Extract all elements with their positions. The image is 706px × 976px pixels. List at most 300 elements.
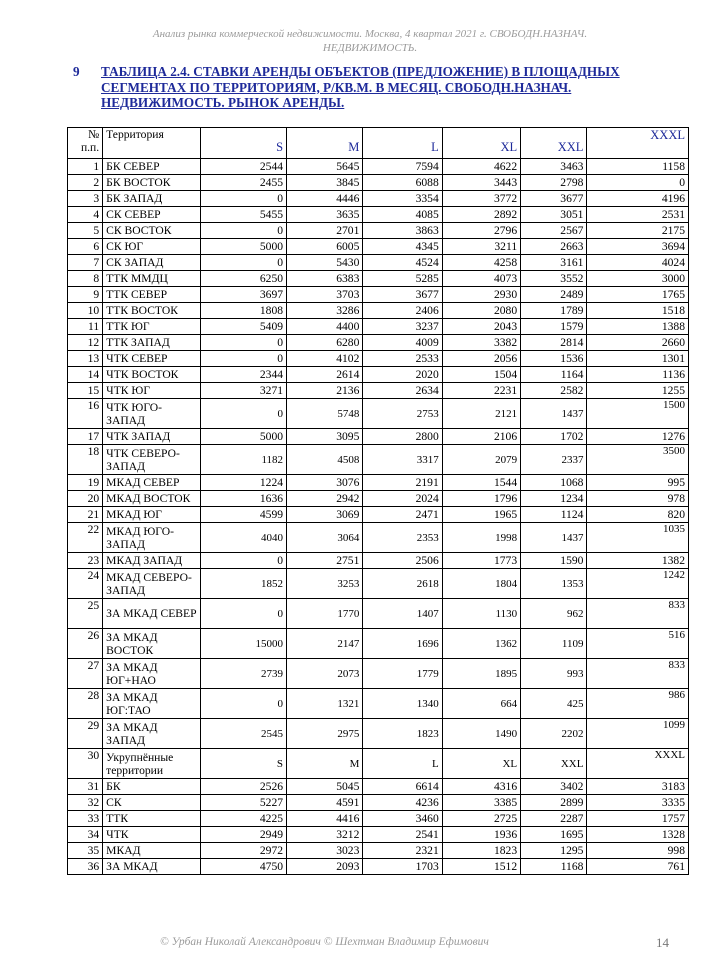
rate-cell: 993 bbox=[521, 659, 587, 689]
rate-cell: 2287 bbox=[521, 811, 587, 827]
rate-cell: 2942 bbox=[287, 491, 363, 507]
rate-cell: 4196 bbox=[587, 191, 689, 207]
territory-name: БК ЗАПАД bbox=[103, 191, 200, 207]
row-number: 13 bbox=[68, 351, 103, 367]
territory-name: ЧТК bbox=[103, 827, 200, 843]
rate-cell: 3183 bbox=[587, 779, 689, 795]
rate-cell: 0 bbox=[587, 175, 689, 191]
rate-cell: 1544 bbox=[442, 475, 520, 491]
rate-cell: 3069 bbox=[287, 507, 363, 523]
table-row bbox=[68, 569, 689, 599]
row-number: 31 bbox=[68, 779, 103, 795]
rate-cell: 425 bbox=[521, 689, 587, 719]
rate-cell: 2753 bbox=[363, 399, 442, 429]
rate-cell: 6383 bbox=[287, 271, 363, 287]
row-number: 22 bbox=[68, 523, 103, 553]
rate-cell: 4591 bbox=[287, 795, 363, 811]
territory-name: МКАД ЗАПАД bbox=[103, 553, 200, 569]
rate-cell: 1965 bbox=[442, 507, 520, 523]
territory-name: МКАД bbox=[103, 843, 200, 859]
col-header-num: № п.п. bbox=[68, 128, 103, 159]
table-row bbox=[68, 191, 689, 207]
row-number: 36 bbox=[68, 859, 103, 875]
rate-cell: 3271 bbox=[200, 383, 286, 399]
rate-cell: 2056 bbox=[442, 351, 520, 367]
rate-cell: 998 bbox=[587, 843, 689, 859]
rate-cell: 3161 bbox=[521, 255, 587, 271]
rate-cell: 2533 bbox=[363, 351, 442, 367]
running-header bbox=[90, 27, 650, 55]
table-row bbox=[68, 599, 689, 629]
table-row bbox=[68, 779, 689, 795]
table-row bbox=[68, 719, 689, 749]
rate-cell: 3703 bbox=[287, 287, 363, 303]
rate-cell: 1242 bbox=[587, 569, 689, 599]
rate-cell: 2975 bbox=[287, 719, 363, 749]
table-row bbox=[68, 207, 689, 223]
rate-cell: 1765 bbox=[587, 287, 689, 303]
rate-cell: 5227 bbox=[200, 795, 286, 811]
rate-cell: 2544 bbox=[200, 159, 286, 175]
rate-cell: XXL bbox=[521, 749, 587, 779]
row-number: 19 bbox=[68, 475, 103, 491]
rate-cell: 3023 bbox=[287, 843, 363, 859]
rate-cell: 0 bbox=[200, 223, 286, 239]
rate-cell: 1770 bbox=[287, 599, 363, 629]
rate-cell: 1773 bbox=[442, 553, 520, 569]
territory-name: МКАД ЮГ bbox=[103, 507, 200, 523]
rate-cell: 986 bbox=[587, 689, 689, 719]
rate-cell: 2147 bbox=[287, 629, 363, 659]
territory-name: БК bbox=[103, 779, 200, 795]
table-row bbox=[68, 351, 689, 367]
table-row bbox=[68, 255, 689, 271]
rate-cell: 5748 bbox=[287, 399, 363, 429]
rate-cell: 4102 bbox=[287, 351, 363, 367]
rate-cell: 3552 bbox=[521, 271, 587, 287]
row-number: 2 bbox=[68, 175, 103, 191]
rate-cell: 1823 bbox=[442, 843, 520, 859]
territory-name: ЗА МКАД ВОСТОК bbox=[103, 629, 200, 659]
table-row bbox=[68, 223, 689, 239]
territory-name: ЧТК ЮГ bbox=[103, 383, 200, 399]
rate-cell: 2121 bbox=[442, 399, 520, 429]
rate-cell: 1295 bbox=[521, 843, 587, 859]
rate-cell: 4400 bbox=[287, 319, 363, 335]
rate-cell: 1068 bbox=[521, 475, 587, 491]
rate-cell: 664 bbox=[442, 689, 520, 719]
row-number: 1 bbox=[68, 159, 103, 175]
territory-name: МКАД ВОСТОК bbox=[103, 491, 200, 507]
row-number: 35 bbox=[68, 843, 103, 859]
row-number: 3 bbox=[68, 191, 103, 207]
rate-cell: 3095 bbox=[287, 429, 363, 445]
rate-cell: 2191 bbox=[363, 475, 442, 491]
territory-name: ЗА МКАД bbox=[103, 859, 200, 875]
table-row bbox=[68, 445, 689, 475]
territory-name: СК ВОСТОК bbox=[103, 223, 200, 239]
rate-cell: 2073 bbox=[287, 659, 363, 689]
rate-cell: 1182 bbox=[200, 445, 286, 475]
col-header-xl[interactable]: XL bbox=[442, 128, 520, 159]
rent-rates-table bbox=[67, 127, 689, 875]
rate-cell: M bbox=[287, 749, 363, 779]
rate-cell: 1757 bbox=[587, 811, 689, 827]
row-number: 29 bbox=[68, 719, 103, 749]
rate-cell: 2634 bbox=[363, 383, 442, 399]
row-number: 15 bbox=[68, 383, 103, 399]
rate-cell: 3051 bbox=[521, 207, 587, 223]
territory-name: МКАД ЮГО-ЗАПАД bbox=[103, 523, 200, 553]
row-number: 7 bbox=[68, 255, 103, 271]
rate-cell: 1136 bbox=[587, 367, 689, 383]
rate-cell: 3443 bbox=[442, 175, 520, 191]
rate-cell: 0 bbox=[200, 255, 286, 271]
rate-cell: 3500 bbox=[587, 445, 689, 475]
territory-name: СК ЮГ bbox=[103, 239, 200, 255]
rate-cell: 6005 bbox=[287, 239, 363, 255]
rate-cell: 1518 bbox=[587, 303, 689, 319]
table-row bbox=[68, 523, 689, 553]
rate-cell: 761 bbox=[587, 859, 689, 875]
rate-cell: 2321 bbox=[363, 843, 442, 859]
table-row bbox=[68, 843, 689, 859]
rate-cell: 2020 bbox=[363, 367, 442, 383]
rate-cell: 1168 bbox=[521, 859, 587, 875]
rate-cell: 5409 bbox=[200, 319, 286, 335]
rate-cell: 1437 bbox=[521, 399, 587, 429]
territory-name: Укрупнённые территории bbox=[103, 749, 200, 779]
rate-cell: 1779 bbox=[363, 659, 442, 689]
rate-cell: 4345 bbox=[363, 239, 442, 255]
rate-cell: 1823 bbox=[363, 719, 442, 749]
rate-cell: 2725 bbox=[442, 811, 520, 827]
row-number: 8 bbox=[68, 271, 103, 287]
rate-cell: 3402 bbox=[521, 779, 587, 795]
table-row bbox=[68, 429, 689, 445]
row-number: 26 bbox=[68, 629, 103, 659]
rate-cell: 4236 bbox=[363, 795, 442, 811]
rate-cell: 1808 bbox=[200, 303, 286, 319]
table-row bbox=[68, 383, 689, 399]
table-row bbox=[68, 827, 689, 843]
territory-name: ТТК ЗАПАД bbox=[103, 335, 200, 351]
territory-name: МКАД СЕВЕРО-ЗАПАД bbox=[103, 569, 200, 599]
rate-cell: 995 bbox=[587, 475, 689, 491]
table-row bbox=[68, 859, 689, 875]
rate-cell: 2796 bbox=[442, 223, 520, 239]
rate-cell: 1164 bbox=[521, 367, 587, 383]
rate-cell: 4225 bbox=[200, 811, 286, 827]
rate-cell: 1255 bbox=[587, 383, 689, 399]
rate-cell: 1388 bbox=[587, 319, 689, 335]
rate-cell: 1437 bbox=[521, 523, 587, 553]
rate-cell: 5430 bbox=[287, 255, 363, 271]
rate-cell: 516 bbox=[587, 629, 689, 659]
rate-cell: 2353 bbox=[363, 523, 442, 553]
rate-cell: 2231 bbox=[442, 383, 520, 399]
table-row bbox=[68, 795, 689, 811]
rate-cell: 4073 bbox=[442, 271, 520, 287]
table-row bbox=[68, 319, 689, 335]
table-row bbox=[68, 475, 689, 491]
table-row bbox=[68, 287, 689, 303]
rate-cell: 2079 bbox=[442, 445, 520, 475]
rate-cell: 4524 bbox=[363, 255, 442, 271]
rate-cell: 1234 bbox=[521, 491, 587, 507]
rate-cell: 1276 bbox=[587, 429, 689, 445]
rate-cell: 2337 bbox=[521, 445, 587, 475]
rate-cell: 4085 bbox=[363, 207, 442, 223]
rate-cell: 1340 bbox=[363, 689, 442, 719]
rate-cell: 0 bbox=[200, 553, 286, 569]
rate-cell: 3253 bbox=[287, 569, 363, 599]
rate-cell: 1536 bbox=[521, 351, 587, 367]
rate-cell: 0 bbox=[200, 689, 286, 719]
territory-name: МКАД СЕВЕР bbox=[103, 475, 200, 491]
rate-cell: 6280 bbox=[287, 335, 363, 351]
footer-authors: © Урбан Николай Александрович © Шехтман Владимир Ефимович bbox=[160, 936, 489, 948]
territory-name: БК СЕВЕР bbox=[103, 159, 200, 175]
territory-name: ТТК СЕВЕР bbox=[103, 287, 200, 303]
running-header-line2: НЕДВИЖИМОСТЬ. bbox=[322, 42, 418, 54]
row-number: 14 bbox=[68, 367, 103, 383]
rate-cell: 2701 bbox=[287, 223, 363, 239]
rate-cell: 5285 bbox=[363, 271, 442, 287]
rate-cell: 4040 bbox=[200, 523, 286, 553]
row-number: 25 bbox=[68, 599, 103, 629]
rate-cell: 0 bbox=[200, 599, 286, 629]
rate-cell: 1490 bbox=[442, 719, 520, 749]
table-title-text[interactable]: ТАБЛИЦА 2.4. СТАВКИ АРЕНДЫ ОБЪЕКТОВ (ПРЕДЛОЖЕНИЕ) В ПЛОЩАДНЫХ СЕГМЕНТАХ ПО ТЕРРИТОРИЯМ, Р/КВ.М. В МЕСЯЦ. СВОБОДН.НАЗНАЧ. НЕДВИЖИМОСТЬ. РЫНОК АРЕНДЫ. bbox=[101, 64, 620, 110]
rate-cell: 3076 bbox=[287, 475, 363, 491]
row-number: 11 bbox=[68, 319, 103, 335]
row-number: 28 bbox=[68, 689, 103, 719]
rate-cell: 2093 bbox=[287, 859, 363, 875]
table-row bbox=[68, 491, 689, 507]
rate-cell: 7594 bbox=[363, 159, 442, 175]
rate-cell: 2506 bbox=[363, 553, 442, 569]
rate-cell: 2567 bbox=[521, 223, 587, 239]
row-number: 27 bbox=[68, 659, 103, 689]
rate-cell: 2618 bbox=[363, 569, 442, 599]
rate-cell: 2660 bbox=[587, 335, 689, 351]
running-header-line1: Анализ рынка коммерческой недвижимости. Москва, 4 квартал 2021 г. СВОБОДН.НАЗНАЧ. bbox=[152, 28, 588, 40]
territory-name: ТТК ВОСТОК bbox=[103, 303, 200, 319]
rate-cell: 1124 bbox=[521, 507, 587, 523]
rate-cell: 978 bbox=[587, 491, 689, 507]
rate-cell: 2541 bbox=[363, 827, 442, 843]
rate-cell: 4024 bbox=[587, 255, 689, 271]
rate-cell: 2663 bbox=[521, 239, 587, 255]
row-number: 20 bbox=[68, 491, 103, 507]
rate-cell: 2471 bbox=[363, 507, 442, 523]
rate-cell: 3677 bbox=[363, 287, 442, 303]
rate-cell: 6088 bbox=[363, 175, 442, 191]
territory-name: ТТК ЮГ bbox=[103, 319, 200, 335]
rate-cell: 1695 bbox=[521, 827, 587, 843]
rate-cell: 2202 bbox=[521, 719, 587, 749]
territory-name: СК СЕВЕР bbox=[103, 207, 200, 223]
rate-cell: 1500 bbox=[587, 399, 689, 429]
col-header-l[interactable]: L bbox=[363, 128, 442, 159]
row-number: 32 bbox=[68, 795, 103, 811]
rate-cell: 2024 bbox=[363, 491, 442, 507]
row-number: 5 bbox=[68, 223, 103, 239]
rate-cell: 3335 bbox=[587, 795, 689, 811]
rate-cell: 1936 bbox=[442, 827, 520, 843]
rate-cell: 820 bbox=[587, 507, 689, 523]
rate-cell: 5045 bbox=[287, 779, 363, 795]
col-header-territory: Территория bbox=[103, 128, 200, 159]
rate-cell: 2136 bbox=[287, 383, 363, 399]
rate-cell: 1158 bbox=[587, 159, 689, 175]
rate-cell: 3463 bbox=[521, 159, 587, 175]
table-row bbox=[68, 367, 689, 383]
rate-cell: 0 bbox=[200, 351, 286, 367]
territory-name: ЗА МКАД ЮГ:ТАО bbox=[103, 689, 200, 719]
rate-cell: 2043 bbox=[442, 319, 520, 335]
page-number: 14 bbox=[656, 935, 669, 950]
table-row bbox=[68, 239, 689, 255]
row-number: 30 bbox=[68, 749, 103, 779]
rate-cell: 15000 bbox=[200, 629, 286, 659]
rate-cell: 2798 bbox=[521, 175, 587, 191]
row-number: 12 bbox=[68, 335, 103, 351]
territory-name: ЧТК СЕВЕР bbox=[103, 351, 200, 367]
rate-cell: S bbox=[200, 749, 286, 779]
rate-cell: 1362 bbox=[442, 629, 520, 659]
rate-cell: 2489 bbox=[521, 287, 587, 303]
rate-cell: 2930 bbox=[442, 287, 520, 303]
rate-cell: 2531 bbox=[587, 207, 689, 223]
rate-cell: 3064 bbox=[287, 523, 363, 553]
rate-cell: 0 bbox=[200, 399, 286, 429]
col-header-m[interactable]: M bbox=[287, 128, 363, 159]
rate-cell: 4446 bbox=[287, 191, 363, 207]
rate-cell: 2949 bbox=[200, 827, 286, 843]
rate-cell: 3460 bbox=[363, 811, 442, 827]
row-number: 21 bbox=[68, 507, 103, 523]
rate-cell: 1895 bbox=[442, 659, 520, 689]
rate-cell: 3354 bbox=[363, 191, 442, 207]
rate-cell: 2800 bbox=[363, 429, 442, 445]
rate-cell: 3863 bbox=[363, 223, 442, 239]
rate-cell: 5455 bbox=[200, 207, 286, 223]
rate-cell: 2545 bbox=[200, 719, 286, 749]
territory-name: ЧТК СЕВЕРО-ЗАПАД bbox=[103, 445, 200, 475]
rate-cell: 3237 bbox=[363, 319, 442, 335]
col-header-xxxl[interactable]: XXXL bbox=[587, 128, 689, 159]
table-row bbox=[68, 689, 689, 719]
territory-name: ЧТК ЮГО-ЗАПАД bbox=[103, 399, 200, 429]
rate-cell: 2899 bbox=[521, 795, 587, 811]
rate-cell: 3382 bbox=[442, 335, 520, 351]
rate-cell: 2814 bbox=[521, 335, 587, 351]
row-number: 34 bbox=[68, 827, 103, 843]
row-number: 4 bbox=[68, 207, 103, 223]
rate-cell: 4508 bbox=[287, 445, 363, 475]
row-number: 9 bbox=[68, 287, 103, 303]
rate-cell: 2406 bbox=[363, 303, 442, 319]
rate-cell: 2526 bbox=[200, 779, 286, 795]
territory-name: ЗА МКАД ЮГ+НАО bbox=[103, 659, 200, 689]
rate-cell: 1353 bbox=[521, 569, 587, 599]
row-number: 16 bbox=[68, 399, 103, 429]
rate-cell: 833 bbox=[587, 599, 689, 629]
table-title-number: 9 bbox=[73, 64, 80, 79]
col-header-xxl[interactable]: XXL bbox=[521, 128, 587, 159]
rate-cell: XXXL bbox=[587, 749, 689, 779]
col-header-s[interactable]: S bbox=[200, 128, 286, 159]
row-number: 17 bbox=[68, 429, 103, 445]
table-row bbox=[68, 659, 689, 689]
table-row bbox=[68, 175, 689, 191]
rate-cell: 1382 bbox=[587, 553, 689, 569]
rate-cell: 1504 bbox=[442, 367, 520, 383]
rate-cell: 0 bbox=[200, 191, 286, 207]
rate-cell: 1407 bbox=[363, 599, 442, 629]
rate-cell: 3635 bbox=[287, 207, 363, 223]
rate-cell: 2614 bbox=[287, 367, 363, 383]
rate-cell: 3385 bbox=[442, 795, 520, 811]
rate-cell: 2739 bbox=[200, 659, 286, 689]
rate-cell: 3697 bbox=[200, 287, 286, 303]
rate-cell: 2455 bbox=[200, 175, 286, 191]
rate-cell: 1321 bbox=[287, 689, 363, 719]
rate-cell: 1796 bbox=[442, 491, 520, 507]
rate-cell: 1099 bbox=[587, 719, 689, 749]
rate-cell: 4258 bbox=[442, 255, 520, 271]
rate-cell: 1696 bbox=[363, 629, 442, 659]
rate-cell: 3212 bbox=[287, 827, 363, 843]
rate-cell: 1224 bbox=[200, 475, 286, 491]
row-number: 24 bbox=[68, 569, 103, 599]
rate-cell: 0 bbox=[200, 335, 286, 351]
rate-cell: 4622 bbox=[442, 159, 520, 175]
rate-cell: 1579 bbox=[521, 319, 587, 335]
rate-cell: 1804 bbox=[442, 569, 520, 599]
rate-cell: 1789 bbox=[521, 303, 587, 319]
table-subheader-row bbox=[68, 749, 689, 779]
rate-cell: 4599 bbox=[200, 507, 286, 523]
rate-cell: 1590 bbox=[521, 553, 587, 569]
table-row bbox=[68, 271, 689, 287]
rate-cell: 1301 bbox=[587, 351, 689, 367]
rate-cell: 1130 bbox=[442, 599, 520, 629]
table-row bbox=[68, 811, 689, 827]
rate-cell: 1703 bbox=[363, 859, 442, 875]
rate-cell: 2080 bbox=[442, 303, 520, 319]
territory-name: ТТК ММДЦ bbox=[103, 271, 200, 287]
table-row bbox=[68, 159, 689, 175]
territory-name: ТТК bbox=[103, 811, 200, 827]
table-row bbox=[68, 303, 689, 319]
rate-cell: L bbox=[363, 749, 442, 779]
rate-cell: 1852 bbox=[200, 569, 286, 599]
territory-name: ЗА МКАД СЕВЕР bbox=[103, 599, 200, 629]
rate-cell: 4750 bbox=[200, 859, 286, 875]
rate-cell: 962 bbox=[521, 599, 587, 629]
rate-cell: 5645 bbox=[287, 159, 363, 175]
rate-cell: 2892 bbox=[442, 207, 520, 223]
table-header-row bbox=[68, 128, 689, 159]
rate-cell: 4316 bbox=[442, 779, 520, 795]
rate-cell: 3845 bbox=[287, 175, 363, 191]
rate-cell: 2751 bbox=[287, 553, 363, 569]
row-number: 33 bbox=[68, 811, 103, 827]
row-number: 10 bbox=[68, 303, 103, 319]
